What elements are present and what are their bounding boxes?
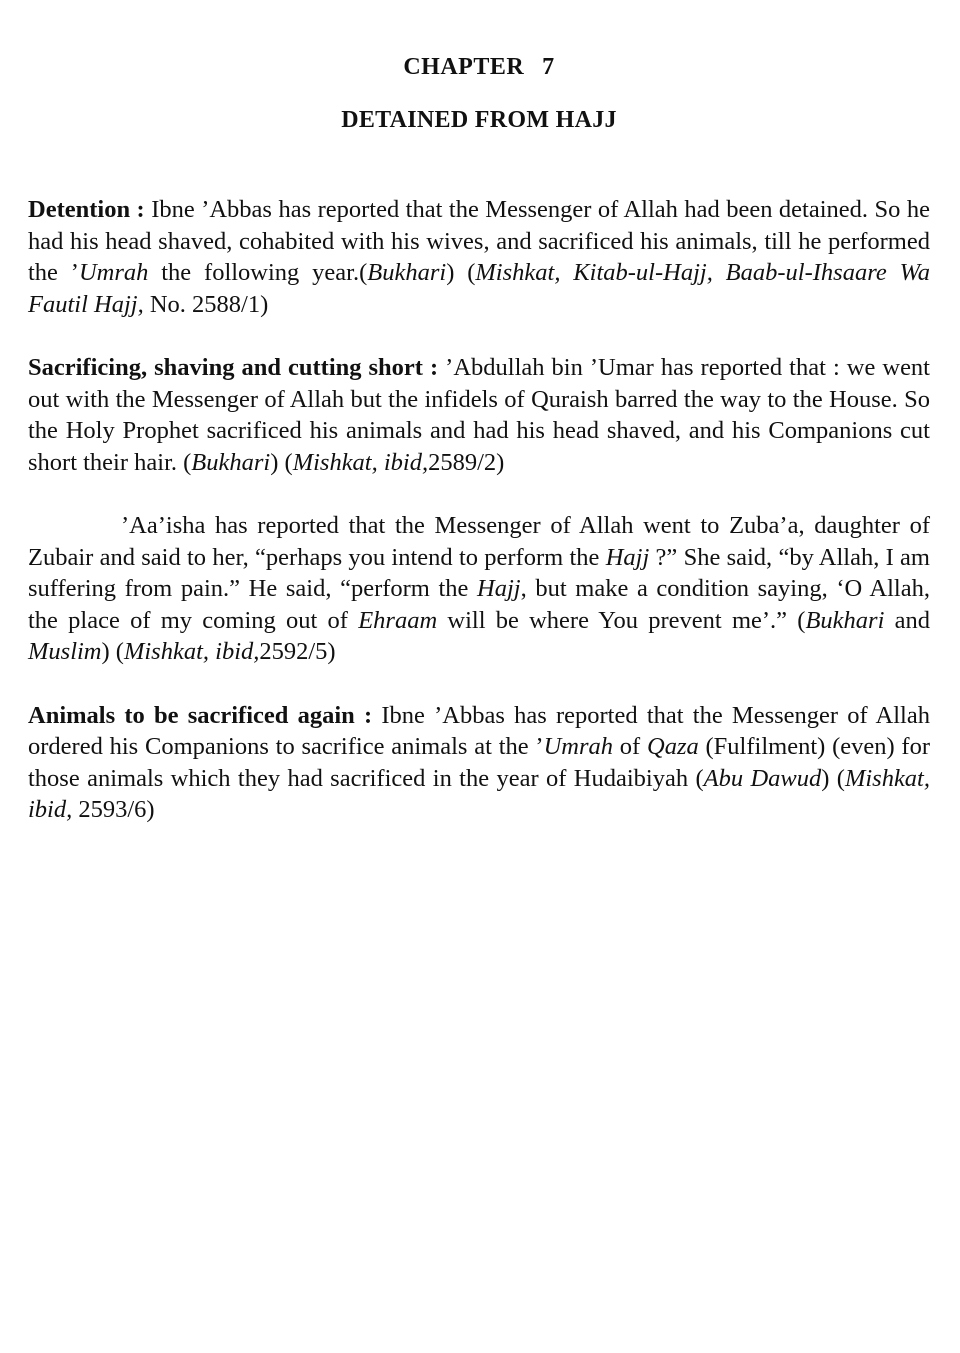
italic-term: Hajj [605, 543, 650, 571]
text-segment: of [613, 733, 647, 760]
text-segment: 2589/2) [428, 448, 505, 476]
text-segment: 2592/5) [259, 638, 336, 665]
paragraph-heading: Detention : [28, 196, 145, 223]
paragraph-animals-sacrificed-again [28, 700, 930, 826]
text-segment: the following year.( [148, 259, 368, 286]
text-segment: 2593/6) [72, 796, 155, 823]
text-segment: ?” She said, “by Allah, I am suffering from pain.” He said, “perform the [28, 543, 930, 602]
text-segment: Ibne ’Abbas has reported that the Messenger of Allah had been detained. So he had his head shaved, cohabited with his wives, and sacrificed his animals, till he performed the ’ [28, 196, 930, 286]
italic-term: Bukhari [367, 259, 447, 286]
chapter-body [28, 194, 930, 826]
italic-term: Umrah [543, 733, 613, 760]
italic-term: Abu Dawud [703, 764, 822, 792]
italic-term: Bukhari [805, 606, 885, 634]
text-segment: No. 2588/1) [143, 290, 269, 318]
italic-term: Umrah [78, 259, 149, 286]
text-segment: ) ( [821, 764, 845, 792]
text-segment: , but make a condition saying, ‘O Allah, the place of my coming out of [28, 575, 930, 634]
text-segment: will be where You prevent me’.” ( [437, 606, 806, 634]
chapter-title: DETAINED FROM HAJJ [341, 107, 617, 133]
text-segment: ) ( [101, 638, 124, 665]
italic-term: Ehraam [358, 606, 438, 634]
chapter-label: CHAPTER [403, 54, 525, 80]
chapter-number: 7 [542, 54, 555, 80]
text-segment: ’Aa’isha has reported that the Messenger of Allah went to Zuba’a, daughter of Zubair and said to her, “perhaps you intend to perform the [28, 512, 930, 571]
italic-term: Mishkat, ibid, [292, 448, 429, 476]
text-segment: Ibne ’Abbas has reported that the Messenger of Allah ordered his Companions to sacrifice animals at the ’ [28, 701, 930, 760]
chapter-heading [28, 0, 930, 81]
text-segment: and [884, 606, 931, 634]
text-segment: ) ( [446, 259, 476, 286]
paragraph-heading: Animals to be sacrificed again : [28, 701, 373, 729]
italic-term: Mishkat, ibid, [28, 764, 930, 823]
italic-term: Qaza [647, 733, 699, 760]
italic-term: Hajj [477, 575, 521, 602]
text-segment: (Fulfilment) (even) for those animals which they had sacrificed in the year of Hudaibiyah ( [28, 733, 930, 792]
text-segment: ) ( [270, 448, 293, 476]
paragraph-sacrificing-shaving [28, 352, 930, 478]
paragraph-heading: Sacrificing, shaving and cutting short : [28, 354, 439, 381]
text-segment: ’Abdullah bin ’Umar has reported that : we went out with the Messenger of Allah but the infidels of Quraish barred the way to the House. So the Holy Prophet sacrificed his animals and had his head shaved, and his Companions cut short their hair. ( [28, 354, 930, 476]
italic-term: Bukhari [191, 448, 271, 476]
italic-term: Muslim [28, 638, 102, 665]
paragraph-aaisha-narration [28, 510, 930, 668]
italic-term: Mishkat, Kitab-ul-Hajj, Baab-ul-Ihsaare Wa Fautil Hajj, [28, 259, 930, 318]
italic-term: Mishkat, ibid, [123, 638, 260, 665]
paragraph-detention [28, 194, 930, 320]
